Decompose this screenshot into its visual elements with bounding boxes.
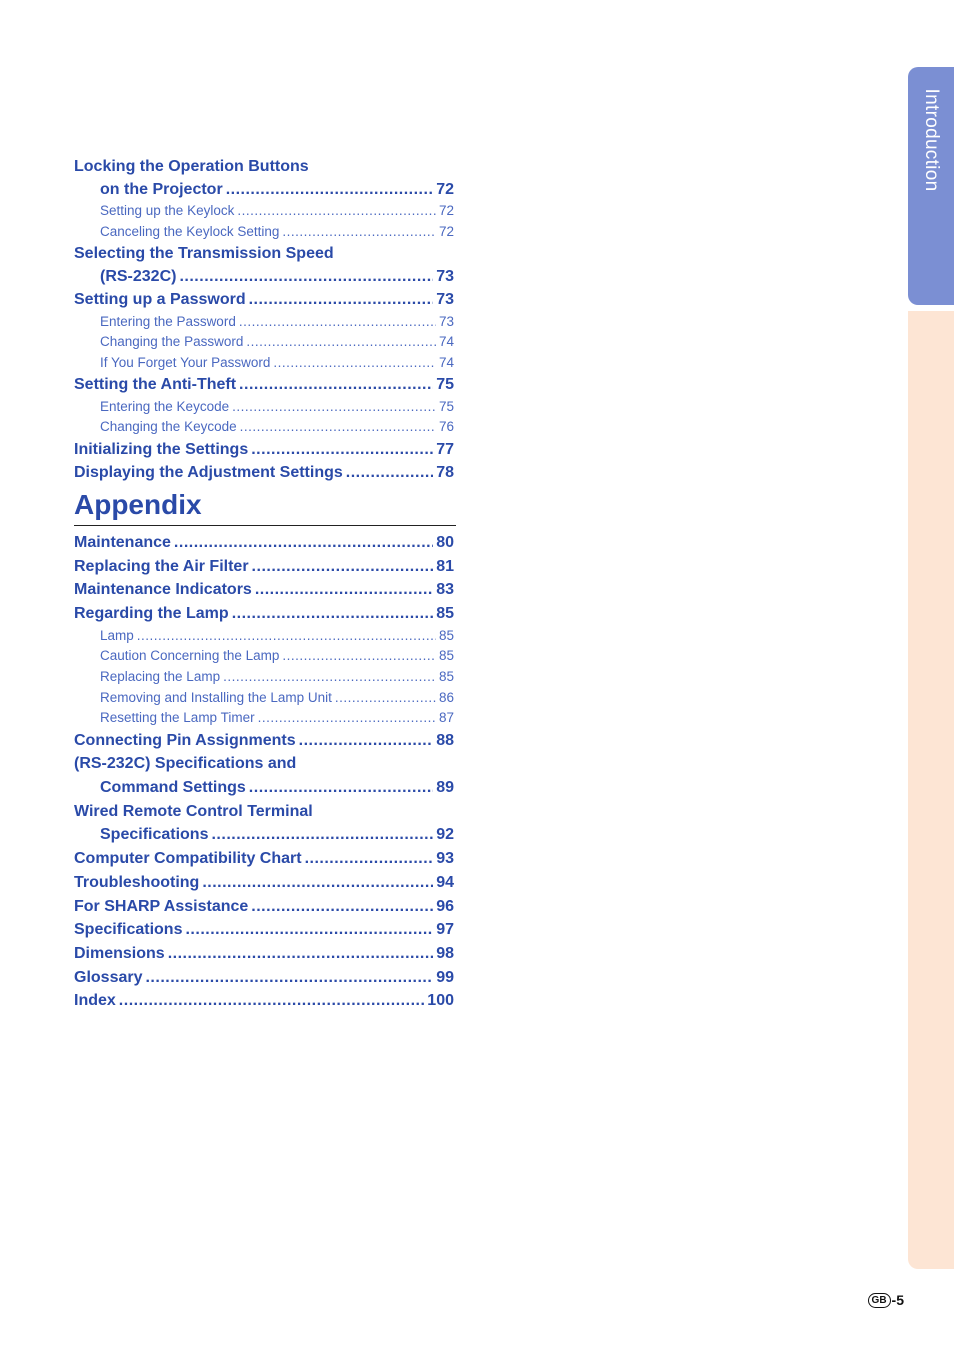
toc-entry-title: Locking the Operation Buttons: [74, 158, 309, 175]
toc-entry[interactable]: [74, 800, 454, 824]
toc-entry-page: 81: [436, 557, 454, 575]
toc-subentry[interactable]: [74, 397, 454, 418]
toc-entry-page: 89: [436, 779, 454, 797]
toc-entry-title: Canceling the Keylock Setting: [100, 223, 280, 239]
toc-entry[interactable]: [74, 288, 454, 311]
toc-entry[interactable]: [74, 179, 454, 202]
toc-bottom-list: [74, 531, 454, 1013]
toc-entry-title: Specifications: [74, 921, 183, 939]
toc-subentry[interactable]: [74, 417, 454, 438]
toc-entry-page: 73: [436, 267, 454, 285]
toc-entry[interactable]: [74, 461, 454, 484]
toc-entry-page: 73: [436, 291, 454, 309]
toc-entry-title: Entering the Password: [100, 313, 236, 329]
dot-leader: [258, 708, 436, 729]
toc-entry-title: Troubleshooting: [74, 873, 200, 891]
toc-entry-title: Replacing the Lamp: [100, 668, 221, 684]
toc-entry[interactable]: [74, 823, 454, 847]
toc-subentry[interactable]: [74, 688, 454, 709]
toc-entry-page: 94: [436, 873, 454, 891]
dot-leader: [305, 847, 434, 871]
toc-entry-title: Index: [74, 992, 116, 1010]
toc-entry-page: 98: [436, 944, 454, 962]
toc-entry-title: Setting the Anti-Theft: [74, 376, 237, 394]
toc-entry-page: 85: [438, 627, 454, 643]
toc-entry-page: 80: [436, 534, 454, 551]
dot-leader: [249, 776, 433, 800]
toc-entry-page: 77: [436, 440, 454, 458]
toc-entry-page: 86: [438, 689, 454, 705]
toc-entry-page: 85: [436, 605, 454, 623]
dot-leader: [232, 602, 434, 626]
toc-entry-page: 99: [436, 968, 454, 986]
sidebar-tab-introduction[interactable]: [908, 67, 954, 305]
dot-leader: [251, 895, 433, 919]
toc-entry[interactable]: [74, 847, 454, 871]
toc-entry-title: Wired Remote Control Terminal: [74, 802, 313, 820]
dot-leader: [237, 201, 436, 222]
toc-entry[interactable]: [74, 776, 454, 800]
toc-entry[interactable]: [74, 438, 454, 461]
toc-entry[interactable]: [74, 555, 454, 579]
toc-entry-title: Initializing the Settings: [74, 440, 249, 458]
toc-entry-title: Maintenance Indicators: [74, 581, 252, 599]
dot-leader: [346, 461, 433, 484]
toc-entry[interactable]: [74, 729, 454, 753]
toc-entry-title: Regarding the Lamp: [74, 605, 229, 623]
dot-leader: [119, 989, 425, 1013]
toc-entry-title: Caution Concerning the Lamp: [100, 648, 280, 664]
gb-badge-icon: GB: [868, 1293, 891, 1308]
toc-entry[interactable]: [74, 942, 454, 966]
sidebar-tab-blank: [908, 311, 954, 1269]
dot-leader: [282, 646, 436, 667]
dot-leader: [179, 266, 433, 289]
dot-leader: [211, 823, 433, 847]
toc-entry-title: If You Forget Your Password: [100, 354, 271, 370]
toc-entry[interactable]: [74, 242, 454, 266]
toc-entry-title: Selecting the Transmission Speed: [74, 245, 334, 263]
toc-entry-title: Glossary: [74, 968, 143, 986]
dot-leader: [273, 353, 436, 374]
toc-entry-title: Maintenance: [74, 534, 171, 551]
toc-entry-page: 93: [436, 850, 454, 868]
toc-entry-page: 100: [427, 992, 454, 1010]
toc-subentry[interactable]: [74, 332, 454, 353]
dot-leader: [335, 688, 436, 709]
toc-entry[interactable]: [74, 373, 454, 396]
page-number-suffix: -5: [891, 1292, 904, 1308]
toc-entry-title: Setting up a Password: [74, 291, 246, 309]
dot-leader: [255, 578, 433, 602]
toc-entry[interactable]: [74, 578, 454, 602]
toc-entry[interactable]: [74, 895, 454, 919]
toc-subentry[interactable]: [74, 646, 454, 667]
toc-entry-page: 85: [438, 668, 454, 684]
toc-entry-title: Removing and Installing the Lamp Unit: [100, 689, 332, 705]
toc-entry[interactable]: [74, 155, 454, 179]
toc-entry-page: 73: [438, 313, 454, 329]
toc-entry-page: 72: [438, 203, 454, 219]
toc-entry[interactable]: [74, 266, 454, 289]
toc-entry[interactable]: [74, 531, 454, 555]
dot-leader: [299, 729, 434, 753]
toc-entry-title: Specifications: [100, 826, 209, 844]
toc-entry[interactable]: [74, 752, 454, 776]
toc-entry[interactable]: [74, 966, 454, 990]
dot-leader: [185, 918, 433, 942]
toc-entry-page: 74: [438, 354, 454, 370]
toc-entry-page: 88: [436, 731, 454, 749]
dot-leader: [239, 373, 433, 396]
toc-entry-title: Replacing the Air Filter: [74, 557, 249, 575]
toc-entry[interactable]: [74, 989, 454, 1013]
toc-entry[interactable]: [74, 871, 454, 895]
dot-leader: [249, 288, 434, 311]
dot-leader: [145, 966, 433, 990]
toc-entry-title: Resetting the Lamp Timer: [100, 710, 255, 726]
toc-entry-page: 78: [436, 464, 454, 482]
toc-entry-title: Lamp: [100, 627, 134, 643]
dot-leader: [252, 555, 434, 579]
toc-subentry[interactable]: [74, 626, 454, 647]
toc-entry-page: 87: [438, 710, 454, 726]
dot-leader: [168, 942, 434, 966]
dot-leader: [239, 312, 436, 333]
toc-entry-page: 85: [438, 648, 454, 664]
toc-subentry[interactable]: [74, 708, 454, 729]
toc-entry-title: Setting up the Keylock: [100, 203, 235, 219]
toc-subentry[interactable]: [74, 353, 454, 374]
section-title-appendix: Appendix: [74, 487, 456, 526]
toc-top-list: [74, 155, 454, 485]
toc-entry-title: Computer Compatibility Chart: [74, 850, 302, 868]
toc-entry-page: 76: [438, 419, 454, 435]
sidebar-tab-label: Introduction: [921, 88, 942, 192]
toc-entry-page: 75: [436, 376, 454, 394]
toc-entry-title: For SHARP Assistance: [74, 897, 249, 915]
toc-entry-page: 83: [436, 581, 454, 599]
page-number: [868, 1292, 904, 1308]
dot-leader: [223, 667, 436, 688]
dot-leader: [282, 222, 436, 243]
toc-entry-title: Displaying the Adjustment Settings: [74, 464, 343, 482]
dot-leader: [137, 626, 436, 647]
dot-leader: [202, 871, 433, 895]
toc-entry-title: (RS-232C): [100, 267, 177, 285]
dot-leader: [251, 438, 433, 461]
toc-entry-title: Changing the Password: [100, 334, 244, 350]
toc-entry-title: Connecting Pin Assignments: [74, 731, 296, 749]
toc-entry-title: (RS-232C) Specifications and: [74, 755, 297, 773]
toc-entry-title: Entering the Keycode: [100, 398, 230, 414]
toc-subentry[interactable]: [74, 201, 454, 222]
toc-subentry[interactable]: [74, 222, 454, 243]
toc-entry-page: 74: [438, 334, 454, 350]
toc-subentry[interactable]: [74, 312, 454, 333]
dot-leader: [226, 179, 434, 202]
toc-entry-page: 97: [436, 921, 454, 939]
toc-entry-title: Command Settings: [100, 779, 246, 797]
dot-leader: [174, 531, 433, 555]
dot-leader: [246, 332, 436, 353]
toc-entry-page: 92: [436, 826, 454, 844]
dot-leader: [232, 397, 436, 418]
toc-entry-page: 75: [438, 398, 454, 414]
dot-leader: [240, 417, 436, 438]
toc-subentry[interactable]: [74, 667, 454, 688]
toc-entry-title: Changing the Keycode: [100, 419, 237, 435]
toc-entry-title: Dimensions: [74, 944, 165, 962]
toc-entry-page: 96: [436, 897, 454, 915]
toc-entry-page: 72: [436, 180, 454, 198]
toc-entry[interactable]: [74, 918, 454, 942]
toc-entry-title: on the Projector: [100, 180, 223, 198]
toc-entry[interactable]: [74, 602, 454, 626]
toc-entry-page: 72: [438, 223, 454, 239]
